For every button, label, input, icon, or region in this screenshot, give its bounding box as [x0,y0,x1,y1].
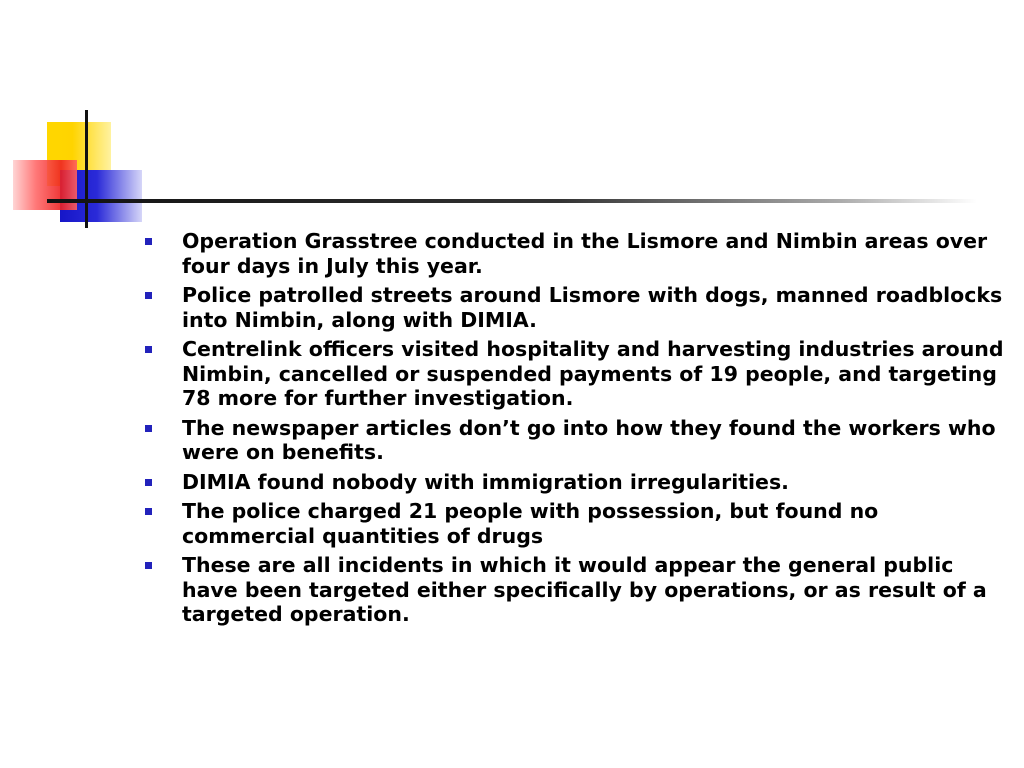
square-bullet-icon [145,292,152,299]
bullet-text: Centrelink officers visited hospitality and harvesting industries around Nimbin, cancelled or suspended payments of 19 people, and targeting 78 more for further investigation. [182,337,1004,410]
square-bullet-icon [145,346,152,353]
decorative-horizontal-rule [47,199,977,203]
square-bullet-icon [145,562,152,569]
list-item [145,283,1005,332]
bullet-list [145,229,1005,627]
decorative-vertical-line [85,110,88,228]
bullet-text: Operation Grasstree conducted in the Lismore and Nimbin areas over four days in July this year. [182,229,988,278]
list-item [145,229,1005,278]
list-item [145,553,1005,627]
bullet-text: These are all incidents in which it would appear the general public have been targeted either specifically by operations, or as result of a targeted operation. [182,553,987,626]
list-item [145,470,1005,495]
list-item [145,499,1005,548]
slide-body [145,229,1005,632]
square-bullet-icon [145,508,152,515]
square-bullet-icon [145,238,152,245]
square-bullet-icon [145,479,152,486]
square-bullet-icon [145,425,152,432]
bullet-text: DIMIA found nobody with immigration irregularities. [182,469,789,494]
bullet-text: The newspaper articles don’t go into how they found the workers who were on benefits. [182,415,996,464]
bullet-text: Police patrolled streets around Lismore with dogs, manned roadblocks into Nimbin, along with DIMIA. [182,283,1003,332]
list-item [145,416,1005,465]
bullet-text: The police charged 21 people with possession, but found no commercial quantities of drugs [182,499,879,548]
list-item [145,337,1005,411]
